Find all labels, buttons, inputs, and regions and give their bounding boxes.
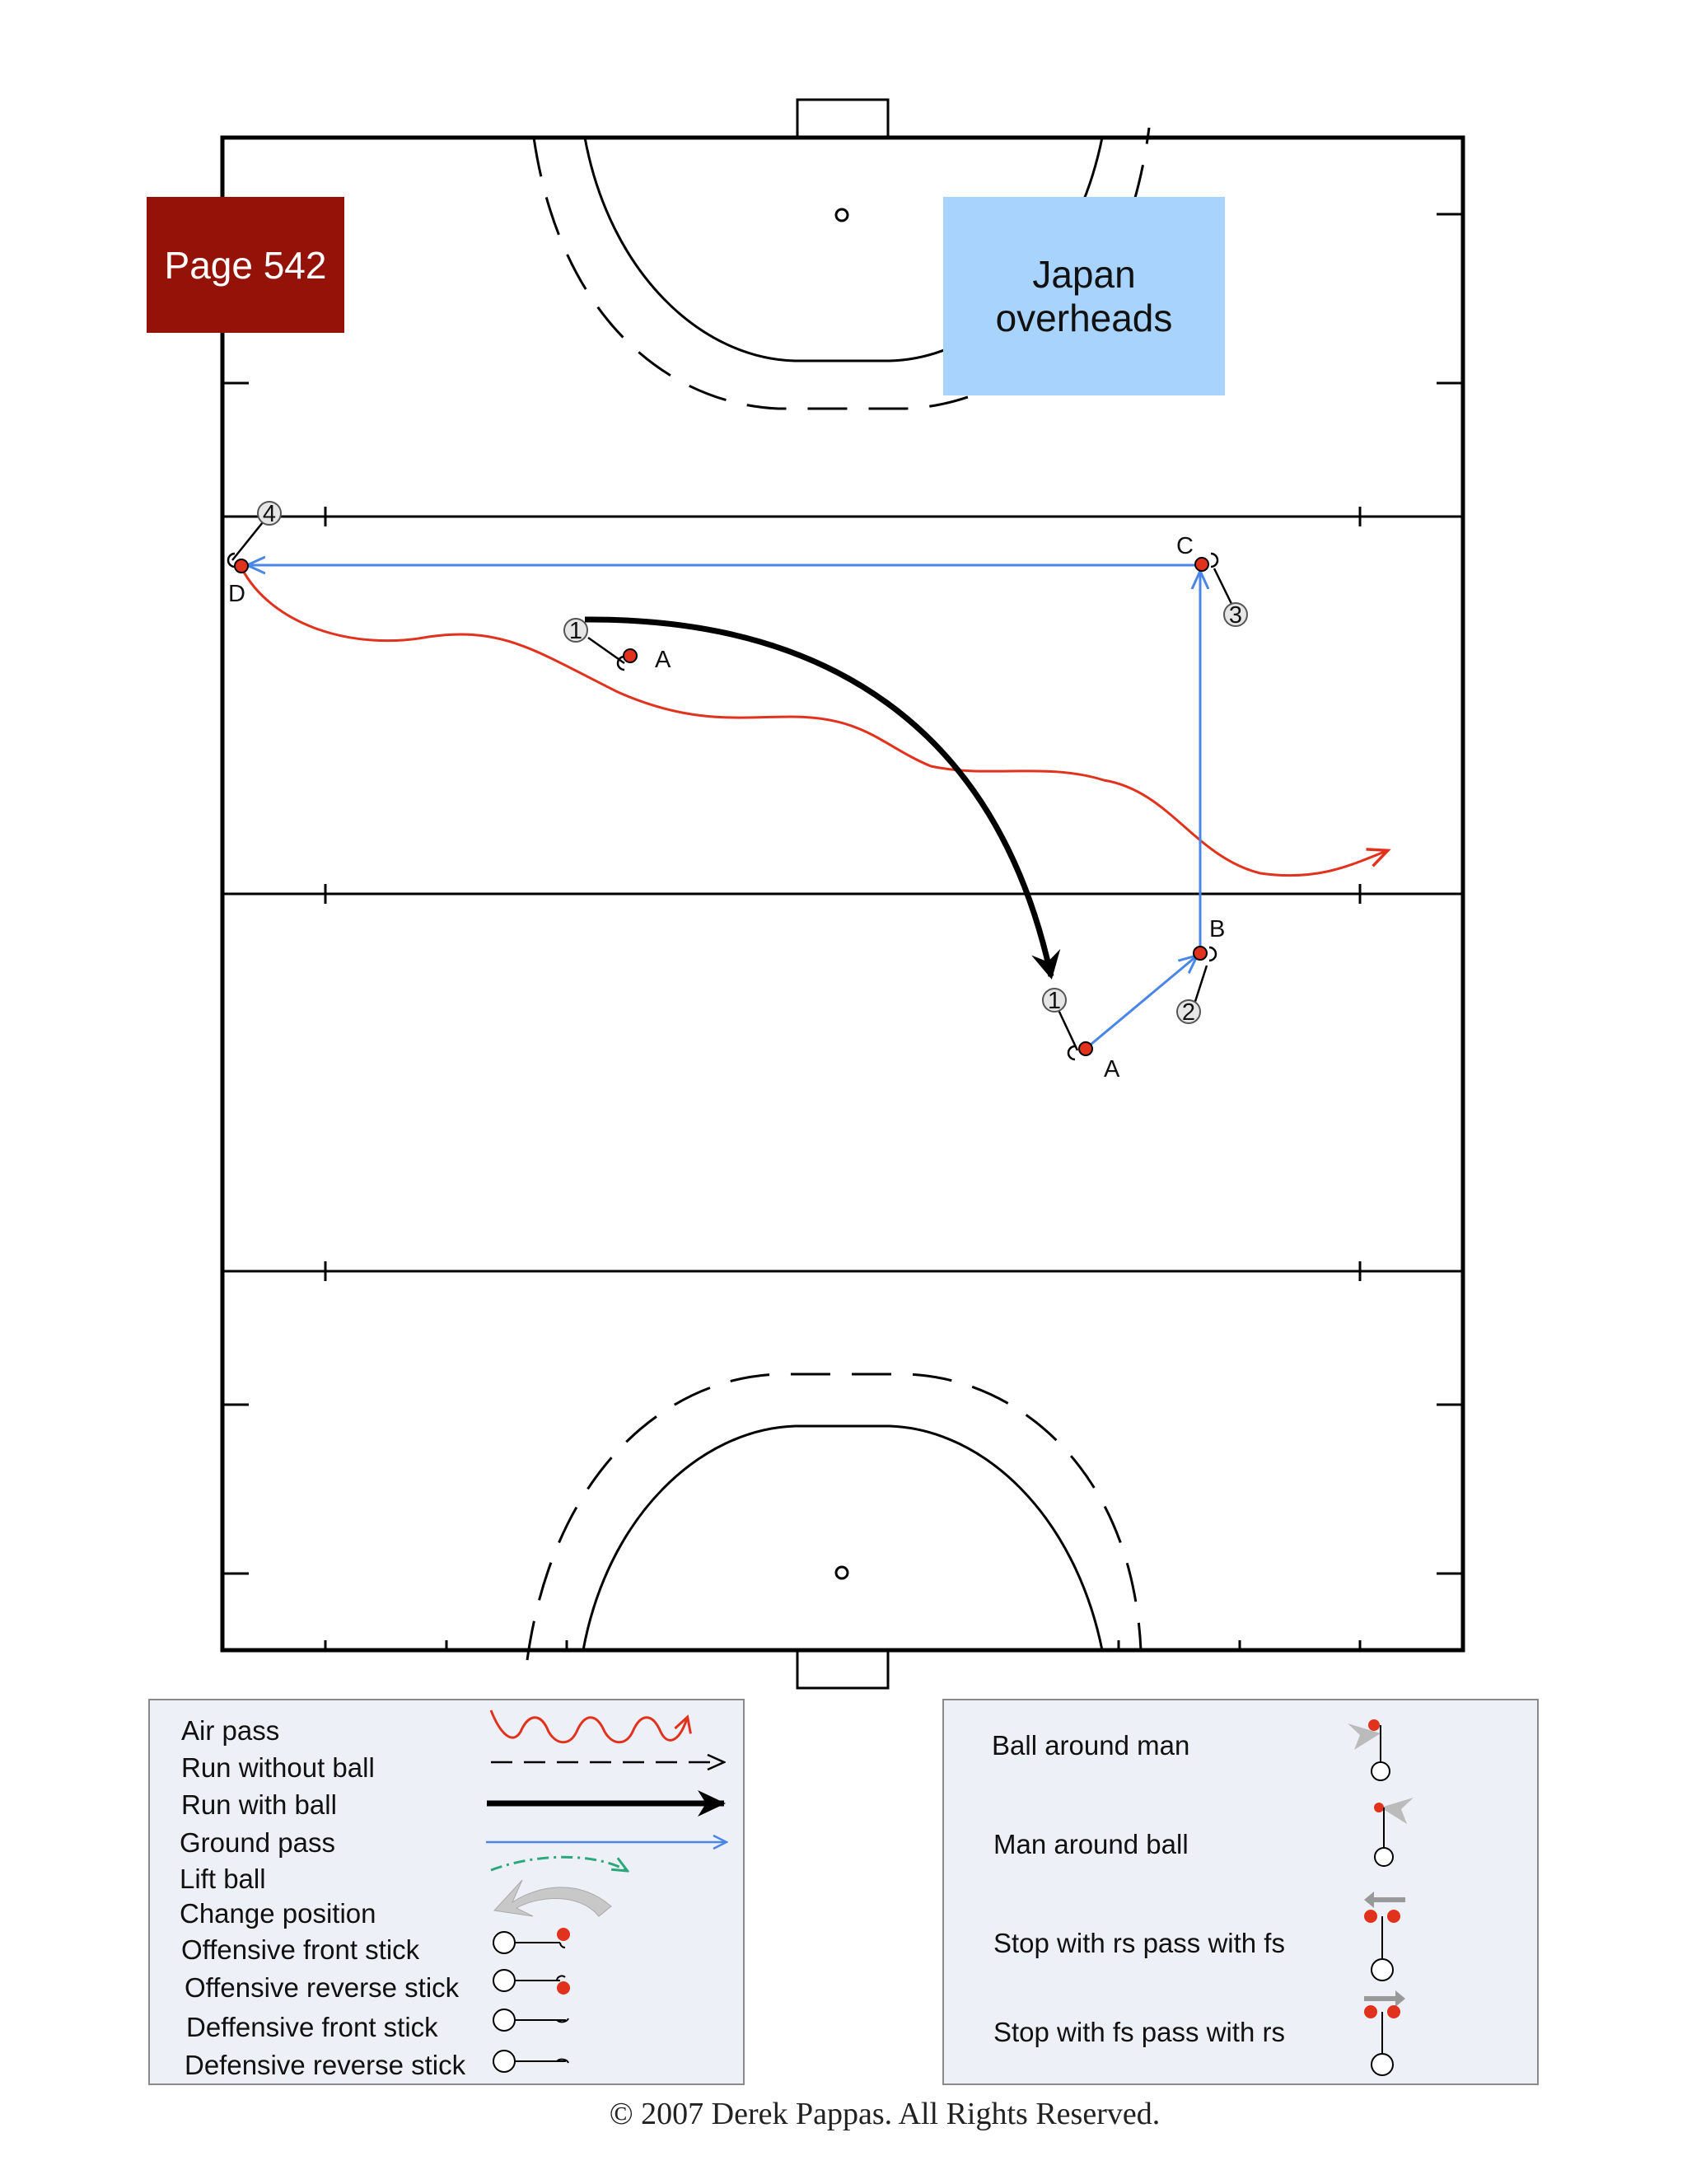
label-b: B <box>1209 916 1226 942</box>
ball-a-end <box>1079 1042 1092 1055</box>
offensive-reverse-stick-symbol <box>493 1970 570 1995</box>
pitch-ticks <box>222 214 1463 1650</box>
svg-text:1: 1 <box>1047 988 1062 1014</box>
svg-text:4: 4 <box>262 501 277 527</box>
player-2 <box>1177 999 1200 1026</box>
page-label: Page 542 <box>164 243 327 287</box>
dashed-circle-bottom <box>527 1374 1141 1660</box>
shooting-circle-bottom <box>583 1426 1102 1650</box>
lift-ball-symbol <box>491 1857 626 1870</box>
legend-label-offensive-reverse-stick: Offensive reverse stick <box>185 1972 460 2003</box>
ball-d <box>235 559 248 573</box>
air-pass-symbol <box>491 1710 687 1742</box>
change-position-symbol <box>494 1880 611 1916</box>
legend-label-run-with-ball: Run with ball <box>181 1789 337 1820</box>
svg-text:1: 1 <box>568 618 583 644</box>
legend-label-run-without-ball: Run without ball <box>181 1752 375 1783</box>
ball-labels <box>228 533 1225 1083</box>
air-pass-path <box>241 568 1386 876</box>
legend-label-man-around-ball: Man around ball <box>993 1829 1189 1859</box>
svg-text:3: 3 <box>1228 602 1243 629</box>
legend-label-defensive-reverse-stick: Defensive reverse stick <box>185 2050 466 2080</box>
player-3 <box>1224 602 1247 629</box>
diagram-title: Japan overheads <box>995 252 1173 339</box>
legend-symbols <box>150 1700 746 2087</box>
player-1-start <box>564 618 587 644</box>
legend-label-air-pass: Air pass <box>181 1715 280 1746</box>
label-a-start: A <box>655 647 671 673</box>
ball-a-start <box>624 649 637 662</box>
legend-label-ground-pass: Ground pass <box>180 1827 335 1858</box>
ball-around-man-symbol <box>1348 1719 1390 1780</box>
players <box>258 501 1247 1026</box>
goal-top <box>797 100 888 138</box>
defensive-front-stick-symbol <box>493 2009 568 2031</box>
legend-move-symbols <box>944 1700 1540 2087</box>
legend-label-stop-fs-pass-rs: Stop with fs pass with rs <box>993 2017 1285 2047</box>
defensive-reverse-stick-symbol <box>493 2051 568 2072</box>
legend-moves <box>942 1699 1539 2085</box>
player-sticks <box>228 518 1234 1059</box>
penalty-spot-bottom <box>836 1567 848 1578</box>
pitch <box>222 100 1463 1688</box>
legend-label-lift-ball: Lift ball <box>180 1864 266 1894</box>
ball-b <box>1194 947 1207 960</box>
stop-rs-pass-fs-symbol <box>1364 1892 1405 1981</box>
legend-label-offensive-front-stick: Offensive front stick <box>181 1934 420 1965</box>
man-around-ball-symbol <box>1374 1798 1414 1866</box>
goal-bottom <box>797 1650 888 1688</box>
legend-lines <box>148 1699 745 2085</box>
stop-fs-pass-rs-symbol <box>1364 1990 1405 2075</box>
svg-text:2: 2 <box>1181 999 1196 1026</box>
diagram-title-box <box>943 197 1225 395</box>
label-d: D <box>228 581 245 607</box>
player-1-end <box>1043 988 1066 1014</box>
penalty-spot-top <box>836 209 848 221</box>
legend-label-ball-around-man: Ball around man <box>992 1730 1190 1761</box>
ball-c <box>1195 558 1208 571</box>
legend-label-defensive-front-stick: Deffensive front stick <box>186 2012 438 2042</box>
legend-label-stop-rs-pass-fs: Stop with rs pass with fs <box>993 1928 1285 1958</box>
page-badge <box>147 197 344 333</box>
label-c: C <box>1176 533 1194 559</box>
label-a-end: A <box>1104 1056 1120 1083</box>
copyright-notice: © 2007 Derek Pappas. All Rights Reserved. <box>609 2097 1161 2131</box>
offensive-front-stick-symbol <box>493 1928 570 1953</box>
legend-label-change-position: Change position <box>180 1898 376 1929</box>
ground-pass-a-to-b <box>1086 956 1196 1049</box>
